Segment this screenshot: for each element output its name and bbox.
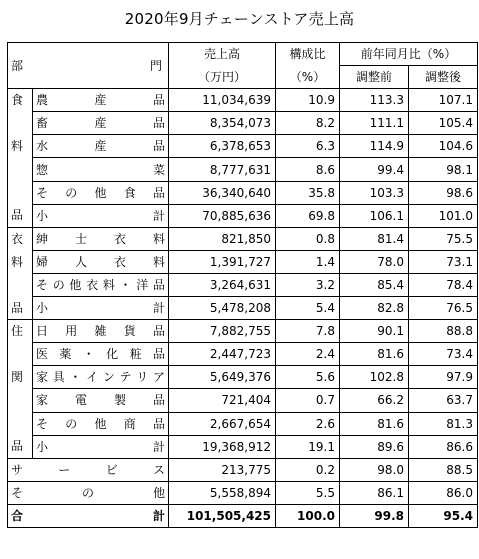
table-row: [8, 343, 478, 366]
category-label-text: 紳 士 衣 料: [36, 231, 165, 246]
cell-before: 81.6: [340, 412, 409, 435]
cell-after: 95.4: [409, 504, 478, 527]
table-row: [8, 412, 478, 435]
cell-after: 88.5: [409, 458, 478, 481]
cell-share: 5.6: [276, 366, 340, 389]
cell-before: 89.6: [340, 435, 409, 458]
group-label-cell: 品: [8, 204, 33, 227]
category-label-text: 医 薬 ・ 化 粧 品: [36, 347, 165, 362]
header-yoy-after: 調整後: [409, 66, 478, 89]
group-label-cell: 関: [8, 366, 33, 389]
subtotal-label: [33, 297, 169, 320]
page-title: 2020年9月チェーンストア売上高: [124, 10, 355, 28]
cell-sales: 2,667,654: [169, 412, 276, 435]
cell-share: 0.7: [276, 389, 340, 412]
cell-after: 75.5: [409, 227, 478, 250]
cell-before: 86.1: [340, 481, 409, 504]
category-label: [33, 250, 169, 273]
cell-before: 82.8: [340, 297, 409, 320]
group-label-cell: 料: [8, 135, 33, 158]
cell-sales: 70,885,636: [169, 204, 276, 227]
cell-share: 3.2: [276, 273, 340, 296]
cell-sales: 5,478,208: [169, 297, 276, 320]
cell-sales: 7,882,755: [169, 320, 276, 343]
category-label-text: 小 計: [36, 208, 165, 223]
cell-before: 90.1: [340, 320, 409, 343]
cell-after: 107.1: [409, 89, 478, 112]
header-yoy: 前年同月比（%）: [340, 43, 478, 66]
cell-before: 81.4: [340, 227, 409, 250]
cell-sales: 5,558,894: [169, 481, 276, 504]
header-sales-unit: （万円）: [169, 66, 276, 89]
cell-sales: 821,850: [169, 227, 276, 250]
group-label-cell: [8, 158, 33, 181]
header-category-right: 門: [149, 58, 162, 73]
header-category-left: 部: [11, 58, 24, 73]
cell-share: 19.1: [276, 435, 340, 458]
group-label-cell: 品: [8, 297, 33, 320]
table-row: [8, 504, 478, 527]
subtotal-label: [33, 204, 169, 227]
cell-after: 78.4: [409, 273, 478, 296]
cell-sales: 19,368,912: [169, 435, 276, 458]
category-label-text: 畜 産 品: [36, 116, 165, 131]
cell-after: 73.1: [409, 250, 478, 273]
group-label-cell: [8, 412, 33, 435]
group-label-cell: [8, 343, 33, 366]
cell-sales: 11,034,639: [169, 89, 276, 112]
header-yoy-before: 調整前: [340, 66, 409, 89]
cell-share: 2.6: [276, 412, 340, 435]
table-row: [8, 227, 478, 250]
cell-before: 98.0: [340, 458, 409, 481]
table-row: [8, 89, 478, 112]
cell-before: 103.3: [340, 181, 409, 204]
cell-before: 78.0: [340, 250, 409, 273]
category-label: [8, 458, 169, 481]
cell-sales: 2,447,723: [169, 343, 276, 366]
cell-after: 101.0: [409, 204, 478, 227]
group-label-cell: [8, 112, 33, 135]
cell-before: 85.4: [340, 273, 409, 296]
category-label: [33, 135, 169, 158]
category-label-text: 家 具 ・ イ ン テ リ ア: [36, 370, 165, 385]
cell-before: 102.8: [340, 366, 409, 389]
table-row: [8, 112, 478, 135]
header-share: 構成比: [276, 43, 340, 66]
table-row: [8, 366, 478, 389]
cell-after: 86.0: [409, 481, 478, 504]
group-label-cell: [8, 181, 33, 204]
cell-after: 76.5: [409, 297, 478, 320]
cell-share: 8.2: [276, 112, 340, 135]
group-label-cell: [8, 389, 33, 412]
cell-after: 81.3: [409, 412, 478, 435]
table-row: [8, 389, 478, 412]
cell-share: 69.8: [276, 204, 340, 227]
table-row: [8, 204, 478, 227]
header-row-1: [8, 43, 478, 66]
subtotal-label: [33, 435, 169, 458]
category-label: [33, 389, 169, 412]
category-label-text: そ の 他 商 品: [36, 416, 165, 431]
cell-share: 6.3: [276, 135, 340, 158]
table-row: [8, 181, 478, 204]
sales-table: [7, 42, 478, 528]
cell-after: 97.9: [409, 366, 478, 389]
category-label-text: そ の 他 衣 料 ・ 洋 品: [36, 277, 165, 292]
cell-after: 105.4: [409, 112, 478, 135]
group-label-cell: 品: [8, 435, 33, 458]
category-label-text: 合 計: [11, 508, 165, 523]
cell-share: 35.8: [276, 181, 340, 204]
cell-before: 99.4: [340, 158, 409, 181]
cell-sales: 213,775: [169, 458, 276, 481]
group-label-cell: 食: [8, 89, 33, 112]
category-label: [33, 227, 169, 250]
cell-after: 98.1: [409, 158, 478, 181]
category-label: [33, 158, 169, 181]
category-label: [33, 112, 169, 135]
category-label-text: 小 計: [36, 301, 165, 316]
category-label-text: 家 電 製 品: [36, 393, 165, 408]
cell-after: 88.8: [409, 320, 478, 343]
cell-before: 111.1: [340, 112, 409, 135]
cell-share: 7.8: [276, 320, 340, 343]
cell-sales: 5,649,376: [169, 366, 276, 389]
group-label-cell: 衣: [8, 227, 33, 250]
category-label-text: 婦 人 衣 料: [36, 254, 165, 269]
cell-sales: 8,777,631: [169, 158, 276, 181]
total-label: [8, 504, 169, 527]
cell-before: 66.2: [340, 389, 409, 412]
cell-share: 8.6: [276, 158, 340, 181]
cell-sales: 101,505,425: [169, 504, 276, 527]
cell-share: 5.5: [276, 481, 340, 504]
category-label: [33, 89, 169, 112]
category-label-text: そ の 他 食 品: [36, 185, 165, 200]
cell-before: 114.9: [340, 135, 409, 158]
cell-share: 1.4: [276, 250, 340, 273]
category-label: [33, 343, 169, 366]
cell-share: 10.9: [276, 89, 340, 112]
cell-share: 2.4: [276, 343, 340, 366]
group-label-cell: 料: [8, 250, 33, 273]
cell-after: 98.6: [409, 181, 478, 204]
cell-share: 5.4: [276, 297, 340, 320]
category-label: [33, 320, 169, 343]
table-row: [8, 458, 478, 481]
table-row: [8, 273, 478, 296]
cell-before: 106.1: [340, 204, 409, 227]
cell-sales: 721,404: [169, 389, 276, 412]
table-row: [8, 297, 478, 320]
table-row: [8, 158, 478, 181]
table-row: [8, 435, 478, 458]
table-row: [8, 250, 478, 273]
cell-after: 63.7: [409, 389, 478, 412]
cell-share: 0.2: [276, 458, 340, 481]
cell-sales: 8,354,073: [169, 112, 276, 135]
header-sales: 売上高: [169, 43, 276, 66]
category-label-text: 小 計: [36, 439, 165, 454]
category-label: [33, 366, 169, 389]
table-row: [8, 320, 478, 343]
category-label-text: 惣 菜: [36, 162, 165, 177]
group-label-cell: [8, 273, 33, 296]
category-label-text: サ ー ビ ス: [11, 462, 165, 477]
category-label-text: 水 産 品: [36, 139, 165, 154]
category-label: [8, 481, 169, 504]
cell-after: 73.4: [409, 343, 478, 366]
category-label: [33, 181, 169, 204]
cell-share: 100.0: [276, 504, 340, 527]
category-label: [33, 412, 169, 435]
category-label: [33, 273, 169, 296]
cell-after: 86.6: [409, 435, 478, 458]
header-category: [8, 43, 169, 89]
table-row: [8, 135, 478, 158]
cell-before: 113.3: [340, 89, 409, 112]
cell-before: 81.6: [340, 343, 409, 366]
cell-sales: 6,378,653: [169, 135, 276, 158]
category-label-text: そ の 他: [11, 485, 165, 500]
header-share-unit: （%）: [276, 66, 340, 89]
category-label-text: 日 用 雑 貨 品: [36, 324, 165, 339]
cell-sales: 1,391,727: [169, 250, 276, 273]
table-row: [8, 481, 478, 504]
cell-after: 104.6: [409, 135, 478, 158]
cell-sales: 36,340,640: [169, 181, 276, 204]
group-label-cell: 住: [8, 320, 33, 343]
cell-share: 0.8: [276, 227, 340, 250]
cell-sales: 3,264,631: [169, 273, 276, 296]
category-label-text: 農 産 品: [36, 93, 165, 108]
cell-before: 99.8: [340, 504, 409, 527]
